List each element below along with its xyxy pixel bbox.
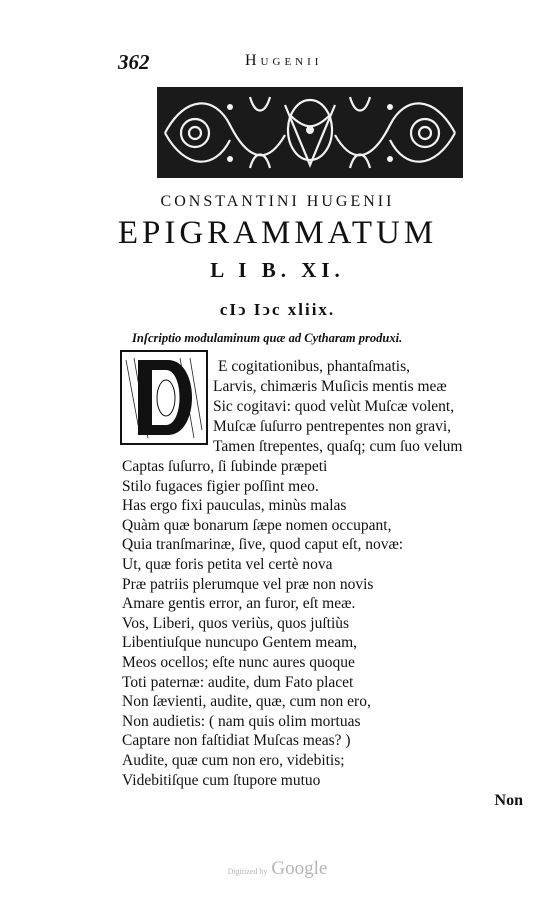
poem-line: Amare gentis error, an furor, eſt meæ. — [122, 595, 356, 613]
poem-line: Non audietis: ( nam quis olim mortuas — [122, 712, 361, 730]
poem-line: Audite, quæ cum non ero, videbitis; — [122, 752, 345, 769]
google-digitized-watermark — [0, 858, 555, 880]
author-heading: CONSTANTINI HUGENII — [160, 193, 395, 210]
running-title: Hugenii — [245, 52, 323, 69]
poem-line: Tamen ſtrepentes, quaſq; cum ſuo velum — [213, 438, 463, 455]
page-number: 362 — [118, 50, 150, 74]
poem-line: Meos ocellos; eſte nunc aures quoque — [122, 654, 355, 671]
poem-line: Captare non faſtidiat Muſcas meas? ) — [122, 732, 351, 750]
poem-line: Toti paternæ: audite, dum Fato placet — [122, 673, 354, 691]
poem-line: Libentiuſque nuncupo Gentem meam, — [122, 634, 358, 652]
year-numeral: cIↄ Iↄc xliix. — [219, 300, 336, 319]
poem-line: E cogitationibus, phantaſmatis, — [218, 358, 410, 375]
headpiece-ornament — [155, 85, 465, 180]
google-brand: Google — [271, 858, 328, 879]
poem-line: Non ſævienti, audite, quæ, cum non ero, — [122, 693, 371, 711]
catchword: Non — [494, 792, 523, 809]
work-title: EPIGRAMMATUM — [117, 215, 438, 251]
poem-line: Præ patriis plerumque vel præ non novis — [122, 575, 374, 593]
poem-line: Has ergo fixi pauculas, minùs malas — [122, 497, 347, 515]
poem-line: Sic cogitavi: quod velùt Muſcæ volent, — [213, 398, 455, 415]
book-number: L I B. XI. — [210, 258, 345, 282]
decorated-initial-d — [120, 350, 208, 445]
poem-line: Captas ſuſurro, ſi ſubinde præpeti — [122, 458, 328, 475]
poem-inscription: Inſcriptio modulaminum quæ ad Cytharam produxi. — [132, 331, 403, 345]
poem-line: Quia tranſmarinæ, ſive, quod caput eſt, novæ: — [122, 536, 404, 554]
poem-line: Muſcæ ſuſurro pentrepentes non gravi, — [213, 418, 452, 435]
poem-line: Vos, Liberi, quos veriùs, quos juſtiùs — [122, 614, 350, 632]
digitized-label: Digitized by — [227, 867, 268, 876]
poem-line: Ut, quæ foris petita vel certè nova — [122, 556, 333, 573]
poem-line: Stilo fugaces figier poſſint meo. — [122, 477, 319, 495]
poem-line: Videbitiſque cum ſtupore mutuo — [122, 771, 321, 789]
poem-line: Larvis, chimæris Muſicis mentis meæ — [213, 378, 447, 395]
poem-line: Quàm quæ bonarum ſæpe nomen occupant, — [122, 516, 392, 534]
